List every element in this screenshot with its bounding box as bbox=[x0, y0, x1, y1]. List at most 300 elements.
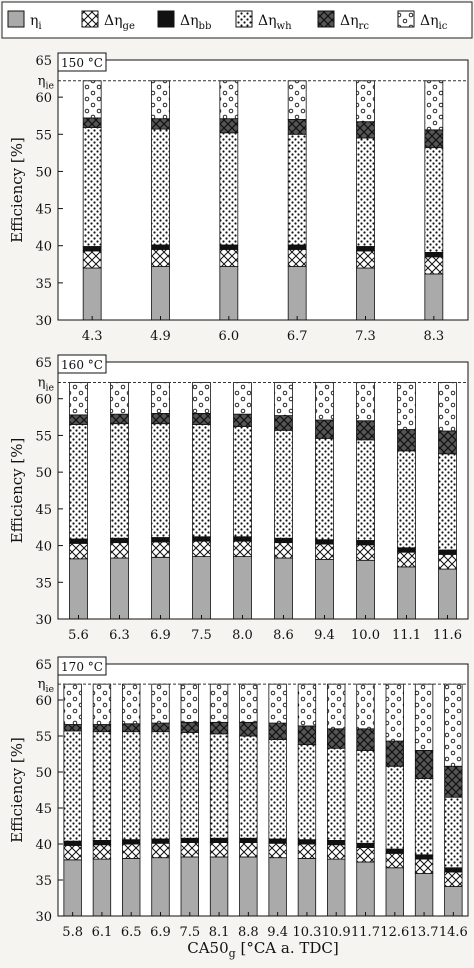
xtick-label-0-2: 6.0 bbox=[218, 329, 240, 344]
xtick-label-1-6: 9.4 bbox=[314, 628, 335, 643]
bar-seg-d_wh-0-5 bbox=[425, 148, 443, 253]
bar-seg-d_bb-2-9 bbox=[327, 840, 345, 844]
bar-seg-d_rc-2-10 bbox=[357, 729, 375, 751]
xtick-label-1-9: 11.6 bbox=[433, 628, 462, 643]
bar-seg-d_wh-2-13 bbox=[445, 797, 463, 868]
bar-seg-d_ic-2-0 bbox=[64, 684, 82, 724]
bar-seg-eta_i-2-10 bbox=[357, 862, 375, 916]
bar-seg-d_ic-2-11 bbox=[386, 684, 404, 741]
bar-seg-d_wh-0-3 bbox=[288, 134, 306, 245]
bar-seg-d_ge-1-0 bbox=[70, 543, 88, 558]
bar-seg-d_ic-1-6 bbox=[316, 383, 334, 420]
bar-seg-d_wh-2-1 bbox=[93, 732, 111, 841]
ytick-label-0-2: 40 bbox=[35, 239, 52, 255]
legend bbox=[2, 2, 472, 38]
legend-label-d_bb-main: Δη bbox=[180, 13, 199, 29]
bar-2-4 bbox=[181, 684, 199, 916]
bar-seg-d_bb-1-8 bbox=[398, 548, 416, 552]
bar-1-9 bbox=[439, 383, 457, 619]
bar-seg-eta_i-1-1 bbox=[111, 558, 129, 619]
bar-seg-d_wh-2-11 bbox=[386, 766, 404, 849]
bar-0-0 bbox=[83, 81, 101, 320]
bar-seg-eta_i-1-0 bbox=[70, 559, 88, 619]
bar-seg-d_bb-0-1 bbox=[152, 245, 170, 249]
bar-seg-d_ic-2-6 bbox=[240, 684, 258, 722]
bar-seg-d_ge-2-4 bbox=[181, 843, 199, 857]
ytick-label-1-3: 45 bbox=[35, 502, 52, 518]
bar-seg-d_rc-2-8 bbox=[298, 726, 316, 745]
bar-seg-d_ic-1-9 bbox=[439, 383, 457, 431]
bar-seg-d_wh-2-8 bbox=[298, 745, 316, 840]
bar-seg-d_wh-2-5 bbox=[210, 734, 228, 838]
bar-seg-d_ic-1-1 bbox=[111, 383, 129, 415]
ie-label-0-main: η bbox=[37, 73, 46, 89]
bar-seg-d_rc-1-3 bbox=[193, 413, 211, 424]
bar-seg-d_bb-2-4 bbox=[181, 838, 199, 842]
bar-seg-d_rc-2-6 bbox=[240, 722, 258, 736]
bar-seg-eta_i-2-8 bbox=[298, 858, 316, 916]
bar-seg-d_rc-1-2 bbox=[152, 413, 170, 423]
bar-seg-d_bb-2-10 bbox=[357, 843, 375, 847]
bar-seg-d_ge-1-4 bbox=[234, 541, 252, 556]
bar-seg-d_wh-2-3 bbox=[152, 732, 170, 839]
bar-seg-d_ic-1-4 bbox=[234, 383, 252, 415]
legend-label-d_wh-sub: wh bbox=[276, 21, 292, 33]
bar-seg-eta_i-1-9 bbox=[439, 569, 457, 619]
bar-seg-d_wh-0-4 bbox=[357, 138, 375, 246]
bar-2-2 bbox=[122, 684, 140, 916]
bar-2-5 bbox=[210, 684, 228, 916]
bar-seg-d_ge-0-5 bbox=[425, 257, 443, 274]
xtick-label-1-0: 5.6 bbox=[68, 628, 89, 643]
xtick-label-2-11: 12.6 bbox=[380, 925, 410, 940]
bar-seg-eta_i-2-7 bbox=[269, 858, 287, 916]
bar-seg-d_wh-2-9 bbox=[327, 748, 345, 840]
bar-seg-d_rc-2-3 bbox=[152, 723, 170, 732]
bar-seg-d_rc-0-1 bbox=[152, 119, 170, 129]
legend-swatch-d_bb bbox=[158, 11, 174, 27]
bar-seg-d_ge-1-2 bbox=[152, 542, 170, 557]
ytick-label-2-4: 50 bbox=[35, 766, 52, 781]
bar-seg-d_ge-1-8 bbox=[398, 552, 416, 567]
legend-swatch-eta_i bbox=[8, 11, 24, 27]
ytick-label-1-2: 40 bbox=[35, 539, 52, 555]
bar-seg-eta_i-0-5 bbox=[425, 274, 443, 320]
legend-label-eta_i-sub: i bbox=[38, 21, 42, 33]
bar-2-7 bbox=[269, 684, 287, 916]
bar-seg-d_ge-2-8 bbox=[298, 844, 316, 858]
bar-2-12 bbox=[415, 684, 433, 916]
bar-seg-eta_i-0-2 bbox=[220, 267, 238, 320]
bar-seg-eta_i-0-0 bbox=[83, 268, 101, 320]
bar-seg-eta_i-2-0 bbox=[64, 860, 82, 916]
bar-seg-d_bb-2-7 bbox=[269, 839, 287, 843]
bar-2-0 bbox=[64, 684, 82, 916]
bar-seg-eta_i-0-1 bbox=[152, 267, 170, 320]
bar-seg-eta_i-2-4 bbox=[181, 857, 199, 916]
bar-seg-d_ge-1-6 bbox=[316, 544, 334, 559]
bar-seg-d_ic-2-13 bbox=[445, 684, 463, 766]
bar-seg-d_rc-0-0 bbox=[83, 118, 101, 128]
bar-seg-d_ge-0-4 bbox=[357, 251, 375, 268]
bar-seg-d_ic-2-5 bbox=[210, 684, 228, 722]
bar-seg-d_wh-1-2 bbox=[152, 424, 170, 538]
ytick-label-2-6: 60 bbox=[35, 694, 52, 709]
bar-seg-eta_i-1-7 bbox=[357, 560, 375, 619]
bar-seg-d_rc-1-5 bbox=[275, 416, 293, 431]
bar-seg-d_rc-0-4 bbox=[357, 122, 375, 138]
legend-swatch-d_ge bbox=[82, 11, 98, 27]
ytick-label-1-1: 35 bbox=[35, 576, 52, 592]
ie-label-1-main: η bbox=[37, 375, 46, 391]
bar-seg-d_bb-0-5 bbox=[425, 252, 443, 256]
ie-label-2-sub: ie bbox=[45, 684, 54, 696]
legend-label-d_ic-main: Δη bbox=[420, 13, 439, 29]
bar-seg-d_bb-0-3 bbox=[288, 245, 306, 249]
bar-1-6 bbox=[316, 383, 334, 619]
ie-label-0-sub: ie bbox=[45, 80, 54, 92]
xtick-label-2-13: 14.6 bbox=[438, 925, 468, 940]
xtick-label-2-12: 13.7 bbox=[409, 925, 439, 940]
xtick-label-0-0: 4.3 bbox=[81, 329, 103, 344]
x-axis-label-main: CA50 bbox=[187, 939, 229, 957]
bar-seg-d_wh-1-1 bbox=[111, 424, 129, 539]
bar-seg-d_ic-1-8 bbox=[398, 383, 416, 430]
xtick-label-2-3: 6.9 bbox=[150, 925, 171, 940]
legend-label-eta_i-main: η bbox=[30, 13, 39, 29]
bar-seg-d_ge-0-1 bbox=[152, 249, 170, 266]
x-axis-label-unit: [°CA a. TDC] bbox=[235, 939, 339, 957]
bar-seg-d_rc-2-4 bbox=[181, 722, 199, 732]
bar-seg-d_rc-1-7 bbox=[357, 421, 375, 440]
bar-seg-d_bb-0-2 bbox=[220, 245, 238, 249]
ytick-label-2-3: 45 bbox=[35, 802, 52, 817]
axis-labels bbox=[187, 939, 339, 960]
bar-seg-d_ic-0-0 bbox=[83, 81, 101, 118]
bar-seg-d_rc-0-2 bbox=[220, 119, 238, 133]
bar-seg-d_rc-1-1 bbox=[111, 414, 129, 424]
xtick-label-1-8: 11.1 bbox=[392, 628, 421, 643]
bar-2-1 bbox=[93, 684, 111, 916]
bar-seg-d_ic-0-2 bbox=[220, 81, 238, 119]
bar-seg-d_ic-1-2 bbox=[152, 383, 170, 414]
bar-seg-d_rc-2-1 bbox=[93, 724, 111, 731]
bar-0-4 bbox=[357, 81, 375, 320]
bar-2-6 bbox=[240, 684, 258, 916]
bar-1-7 bbox=[357, 383, 375, 619]
bar-1-0 bbox=[70, 383, 88, 619]
ie-label-2-main: η bbox=[37, 677, 46, 693]
bar-1-4 bbox=[234, 383, 252, 619]
bar-seg-eta_i-2-12 bbox=[415, 874, 433, 916]
ytick-label-2-1: 35 bbox=[35, 874, 52, 889]
bar-seg-eta_i-1-5 bbox=[275, 558, 293, 619]
bar-seg-d_rc-2-7 bbox=[269, 723, 287, 740]
bar-seg-d_ic-1-5 bbox=[275, 383, 293, 416]
ytick-label-1-4: 50 bbox=[35, 466, 52, 482]
bar-seg-d_bb-1-7 bbox=[357, 540, 375, 544]
bar-seg-d_wh-2-7 bbox=[269, 740, 287, 839]
bar-seg-d_ic-0-5 bbox=[425, 81, 443, 130]
ie-label-0 bbox=[38, 74, 55, 92]
bar-seg-d_bb-0-4 bbox=[357, 246, 375, 250]
bar-seg-d_ic-2-9 bbox=[327, 684, 345, 729]
bar-1-1 bbox=[111, 383, 129, 619]
bar-seg-d_bb-0-0 bbox=[83, 246, 101, 250]
xtick-label-2-10: 11.7 bbox=[351, 925, 380, 940]
bar-seg-d_wh-1-3 bbox=[193, 424, 211, 536]
bar-seg-d_bb-2-8 bbox=[298, 840, 316, 844]
bar-seg-d_bb-1-0 bbox=[70, 539, 88, 543]
bar-seg-eta_i-2-1 bbox=[93, 859, 111, 916]
bar-seg-d_ic-1-0 bbox=[70, 383, 88, 415]
bar-seg-d_ic-2-1 bbox=[93, 684, 111, 724]
bar-1-2 bbox=[152, 383, 170, 619]
bar-seg-d_bb-2-13 bbox=[445, 868, 463, 872]
bar-seg-d_wh-1-0 bbox=[70, 424, 88, 539]
bar-seg-d_ic-2-2 bbox=[122, 684, 140, 724]
ytick-label-2-2: 40 bbox=[35, 838, 52, 853]
bar-seg-d_ge-2-3 bbox=[152, 843, 170, 857]
bar-seg-d_wh-2-6 bbox=[240, 736, 258, 838]
bar-1-3 bbox=[193, 383, 211, 619]
bar-seg-d_rc-2-2 bbox=[122, 724, 140, 732]
bar-seg-d_ic-2-7 bbox=[269, 684, 287, 723]
bar-seg-d_wh-1-6 bbox=[316, 438, 334, 539]
xtick-label-0-3: 6.7 bbox=[286, 329, 308, 344]
ytick-label-2-7: 65 bbox=[35, 658, 52, 673]
bar-seg-d_bb-2-3 bbox=[152, 839, 170, 843]
bar-seg-d_ic-2-4 bbox=[181, 684, 199, 722]
bar-seg-d_bb-2-1 bbox=[93, 840, 111, 844]
x-axis-label-sub: g bbox=[228, 947, 236, 960]
xtick-label-1-4: 8.0 bbox=[232, 628, 253, 643]
xtick-label-2-9: 10.9 bbox=[321, 925, 351, 940]
bar-seg-eta_i-1-6 bbox=[316, 560, 334, 619]
bar-seg-d_wh-2-0 bbox=[64, 731, 82, 841]
bar-seg-eta_i-0-3 bbox=[288, 267, 306, 320]
bar-seg-d_rc-1-6 bbox=[316, 420, 334, 438]
bar-seg-d_bb-1-1 bbox=[111, 538, 129, 542]
bar-seg-d_rc-1-4 bbox=[234, 414, 252, 426]
ytick-label-0-5: 55 bbox=[35, 128, 52, 144]
bar-seg-d_bb-1-2 bbox=[152, 537, 170, 541]
ytick-label-1-6: 60 bbox=[35, 392, 52, 408]
legend-label-d_bb-sub: bb bbox=[198, 21, 212, 33]
y-axis-label-0: Efficiency [%] bbox=[8, 137, 26, 243]
bar-seg-d_wh-1-5 bbox=[275, 430, 293, 538]
bar-seg-d_bb-1-3 bbox=[193, 537, 211, 541]
xtick-label-0-4: 7.3 bbox=[355, 329, 376, 344]
bar-seg-d_ge-2-11 bbox=[386, 853, 404, 867]
legend-label-d_ge-main: Δη bbox=[104, 13, 123, 29]
bar-seg-d_ge-2-5 bbox=[210, 843, 228, 857]
bar-seg-d_rc-1-9 bbox=[439, 431, 457, 454]
bar-seg-d_wh-1-9 bbox=[439, 454, 457, 550]
bar-seg-d_wh-2-12 bbox=[415, 778, 433, 854]
bar-seg-d_ic-2-12 bbox=[415, 684, 433, 750]
bar-seg-d_rc-1-8 bbox=[398, 430, 416, 451]
bar-seg-d_ic-2-10 bbox=[357, 684, 375, 729]
ytick-label-1-7: 65 bbox=[35, 356, 52, 371]
bar-seg-d_ge-2-2 bbox=[122, 844, 140, 858]
bar-seg-d_rc-2-11 bbox=[386, 741, 404, 766]
bar-seg-d_wh-1-8 bbox=[398, 451, 416, 548]
bar-seg-d_ge-1-1 bbox=[111, 543, 129, 558]
bar-seg-d_ge-2-10 bbox=[357, 848, 375, 862]
ie-label-1-sub: ie bbox=[45, 382, 54, 394]
xtick-label-2-8: 10.3 bbox=[292, 925, 322, 940]
legend-swatch-d_ic bbox=[398, 11, 414, 27]
bar-seg-d_bb-1-4 bbox=[234, 537, 252, 541]
bar-seg-d_ge-2-6 bbox=[240, 843, 258, 857]
bar-seg-d_ge-2-13 bbox=[445, 872, 463, 886]
bar-seg-d_rc-2-9 bbox=[327, 729, 345, 748]
bar-seg-d_ge-2-9 bbox=[327, 845, 345, 859]
xtick-label-2-0: 5.8 bbox=[62, 925, 83, 940]
ytick-label-2-0: 30 bbox=[35, 910, 52, 925]
bar-seg-d_bb-2-12 bbox=[415, 855, 433, 859]
ytick-label-0-3: 45 bbox=[35, 202, 52, 218]
ie-label-1 bbox=[38, 376, 55, 394]
bar-seg-d_bb-2-5 bbox=[210, 838, 228, 842]
bar-seg-d_rc-0-5 bbox=[425, 130, 443, 148]
legend-label-d_rc-main: Δη bbox=[340, 13, 359, 29]
bar-seg-eta_i-0-4 bbox=[357, 268, 375, 320]
xtick-label-1-3: 7.5 bbox=[191, 628, 212, 643]
bar-seg-d_wh-2-4 bbox=[181, 732, 199, 838]
bar-seg-d_wh-0-0 bbox=[83, 128, 101, 247]
y-axis-label-2: Efficiency [%] bbox=[8, 737, 26, 843]
bar-seg-eta_i-2-5 bbox=[210, 857, 228, 916]
xtick-label-2-7: 9.4 bbox=[267, 925, 288, 940]
bar-seg-d_rc-0-3 bbox=[288, 119, 306, 134]
bar-0-2 bbox=[220, 81, 238, 320]
bar-seg-d_ic-0-1 bbox=[152, 81, 170, 119]
bar-seg-d_ge-2-1 bbox=[93, 845, 111, 859]
bar-seg-d_wh-0-2 bbox=[220, 133, 238, 245]
bar-seg-d_rc-2-12 bbox=[415, 750, 433, 778]
ie-label-2 bbox=[38, 677, 55, 695]
panel-2 bbox=[8, 657, 468, 940]
bar-seg-d_ge-0-0 bbox=[83, 251, 101, 268]
panel-1 bbox=[8, 355, 468, 643]
xtick-label-2-5: 8.1 bbox=[208, 925, 230, 940]
bar-seg-eta_i-1-2 bbox=[152, 557, 170, 619]
xtick-label-2-2: 6.5 bbox=[120, 925, 142, 940]
bar-seg-eta_i-2-13 bbox=[445, 886, 463, 916]
panel-title-0: 150 °C bbox=[61, 56, 103, 70]
bar-seg-eta_i-1-4 bbox=[234, 557, 252, 619]
bar-seg-d_wh-0-1 bbox=[152, 129, 170, 245]
bar-0-5 bbox=[425, 81, 443, 320]
xtick-label-2-6: 8.8 bbox=[238, 925, 259, 940]
xtick-label-2-1: 6.1 bbox=[91, 925, 113, 940]
bar-seg-d_ic-0-3 bbox=[288, 81, 306, 120]
bar-seg-eta_i-2-11 bbox=[386, 868, 404, 916]
xtick-label-1-7: 10.0 bbox=[351, 628, 380, 643]
bar-seg-d_bb-2-6 bbox=[240, 838, 258, 842]
bar-seg-d_bb-2-0 bbox=[64, 841, 82, 845]
panel-bg-0 bbox=[58, 60, 468, 320]
bar-seg-d_ge-2-7 bbox=[269, 843, 287, 857]
bar-seg-d_ic-1-7 bbox=[357, 383, 375, 421]
bar-seg-d_ic-2-8 bbox=[298, 684, 316, 726]
bar-seg-d_rc-2-0 bbox=[64, 724, 82, 730]
legend-label-d_rc-sub: rc bbox=[358, 21, 369, 33]
ytick-label-1-5: 55 bbox=[35, 429, 52, 445]
xtick-label-0-5: 8.3 bbox=[423, 329, 445, 344]
bar-0-1 bbox=[152, 81, 170, 320]
bar-seg-eta_i-2-3 bbox=[152, 858, 170, 916]
bar-seg-eta_i-2-2 bbox=[122, 858, 140, 916]
bar-seg-d_wh-1-7 bbox=[357, 440, 375, 541]
bar-seg-d_ge-2-0 bbox=[64, 845, 82, 859]
bar-2-3 bbox=[152, 684, 170, 916]
bar-seg-d_ge-0-3 bbox=[288, 249, 306, 266]
legend-label-d_ic-sub: ic bbox=[438, 21, 448, 33]
x-axis-label bbox=[187, 939, 339, 960]
xtick-label-0-1: 4.9 bbox=[150, 329, 171, 344]
bar-seg-d_rc-2-13 bbox=[445, 766, 463, 797]
bar-1-5 bbox=[275, 383, 293, 619]
bar-1-8 bbox=[398, 383, 416, 619]
legend-label-d_wh-main: Δη bbox=[258, 13, 277, 29]
bar-2-13 bbox=[445, 684, 463, 916]
bar-0-3 bbox=[288, 81, 306, 320]
y-axis-label-1: Efficiency [%] bbox=[8, 437, 26, 544]
ytick-label-2-5: 55 bbox=[35, 730, 52, 745]
bar-seg-d_rc-2-5 bbox=[210, 722, 228, 734]
bar-seg-d_wh-2-2 bbox=[122, 732, 140, 840]
bar-seg-d_bb-2-2 bbox=[122, 840, 140, 844]
bar-seg-d_bb-2-11 bbox=[386, 849, 404, 853]
bar-seg-d_ge-1-7 bbox=[357, 545, 375, 560]
bar-seg-d_ge-0-2 bbox=[220, 249, 238, 266]
bar-seg-d_ge-1-9 bbox=[439, 554, 457, 569]
ytick-label-0-4: 50 bbox=[35, 165, 52, 181]
bar-seg-d_wh-2-10 bbox=[357, 750, 375, 843]
xtick-label-1-2: 6.9 bbox=[150, 628, 171, 643]
ytick-label-0-6: 60 bbox=[35, 91, 52, 107]
legend-swatch-d_rc bbox=[318, 11, 334, 27]
ytick-label-0-7: 65 bbox=[35, 54, 52, 69]
bar-seg-d_wh-1-4 bbox=[234, 427, 252, 537]
bar-seg-d_bb-1-6 bbox=[316, 540, 334, 544]
bar-seg-d_rc-1-0 bbox=[70, 415, 88, 425]
bar-seg-d_ic-0-4 bbox=[357, 81, 375, 122]
bar-seg-eta_i-1-8 bbox=[398, 567, 416, 619]
ytick-label-0-0: 30 bbox=[35, 314, 52, 329]
bar-seg-d_ge-1-5 bbox=[275, 543, 293, 558]
bar-seg-eta_i-2-9 bbox=[327, 859, 345, 916]
legend-swatch-d_wh bbox=[236, 11, 252, 27]
bar-seg-d_ic-1-3 bbox=[193, 383, 211, 414]
bar-seg-d_ge-1-3 bbox=[193, 541, 211, 556]
xtick-label-1-5: 8.6 bbox=[273, 628, 294, 643]
panel-title-1: 160 °C bbox=[61, 358, 103, 372]
panel-0 bbox=[8, 53, 468, 344]
xtick-label-1-1: 6.3 bbox=[109, 628, 130, 643]
legend-label-d_ge-sub: ge bbox=[122, 21, 135, 33]
bar-seg-d_ge-2-12 bbox=[415, 859, 433, 873]
panels bbox=[8, 53, 468, 940]
bar-2-11 bbox=[386, 684, 404, 916]
bar-2-10 bbox=[357, 684, 375, 916]
panel-bg-2 bbox=[58, 664, 468, 916]
bar-seg-eta_i-2-6 bbox=[240, 857, 258, 916]
panel-title-2: 170 °C bbox=[61, 660, 103, 674]
